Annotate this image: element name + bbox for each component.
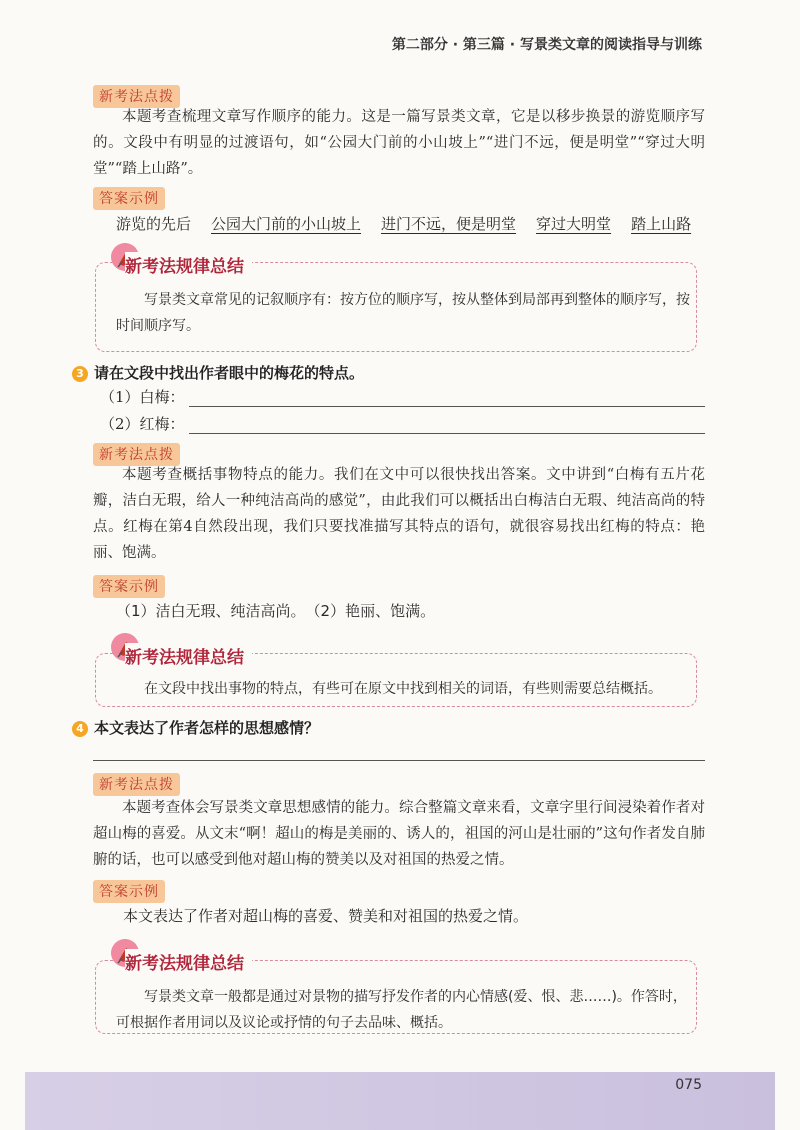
rule-text: 写景类文章常见的记叙顺序有：按方位的顺序写，按从整体到局部再到整体的顺序写，按时间顺序写。 bbox=[116, 292, 690, 334]
answer-tag: 答案示例 bbox=[93, 187, 165, 210]
answer-tag: 答案示例 bbox=[93, 880, 165, 903]
answer-prefix: 游览的先后 bbox=[116, 215, 192, 233]
header-title: 第二部分 · 第三篇 · 写景类文章的阅读指导与训练 bbox=[391, 37, 702, 53]
answer-text: 本文表达了作者对超山梅的喜爱、赞美和对祖国的热爱之情。 bbox=[123, 907, 529, 925]
footer-band bbox=[25, 1072, 775, 1130]
rule-title: 新考法规律总结 bbox=[125, 949, 252, 974]
answer-tag: 答案示例 bbox=[93, 575, 165, 598]
answer-item: 穿过大明堂 bbox=[536, 215, 612, 233]
answer-item: 进门不远，便是明堂 bbox=[381, 215, 517, 233]
question-3 bbox=[72, 362, 364, 383]
answer-text: （1）洁白无瑕、纯洁高尚。 （2）艳丽、饱满。 bbox=[116, 602, 436, 620]
blank-label: （1）白梅： bbox=[100, 388, 185, 406]
page-header bbox=[0, 0, 800, 60]
answer-line[interactable] bbox=[93, 760, 705, 761]
question-text: 请在文段中找出作者眼中的梅花的特点。 bbox=[94, 364, 365, 382]
analysis-tag: 新考法点拨 bbox=[93, 443, 180, 466]
analysis-tag: 新考法点拨 bbox=[93, 85, 180, 108]
analysis-text: 本题考查体会写景类文章思想感情的能力。综合整篇文章来看，文章字里行间浸染着作者对超山梅的喜爱。从文末“啊！超山的梅是美丽的、诱人的，祖国的河山是壮丽的”这句作者发自肺腑的话，也可以感受到他对超山梅的赞美以及对祖国的热爱之情。 bbox=[93, 800, 705, 868]
answer-item: 公园大门前的小山坡上 bbox=[211, 215, 362, 233]
blank-row-red-plum[interactable] bbox=[100, 413, 705, 434]
analysis-tag: 新考法点拨 bbox=[93, 773, 180, 796]
page-number: 075 bbox=[675, 1077, 702, 1093]
question-text: 本文表达了作者怎样的思想感情？ bbox=[94, 719, 320, 737]
analysis-text: 本题考查概括事物特点的能力。我们在文中可以很快找出答案。文中讲到“白梅有五片花瓣，洁白无瑕，给人一种纯洁高尚的感觉”，由此我们可以概括出白梅洁白无瑕、纯洁高尚的特点。红梅在第4自然段出现，我们只要找准描写其特点的语句，就很容易找出红梅的特点：艳丽、饱满。 bbox=[93, 467, 705, 561]
answer-line[interactable] bbox=[189, 390, 705, 407]
answer-line[interactable] bbox=[189, 417, 705, 434]
analysis-text: 本题考查梳理文章写作顺序的能力。这是一篇写景类文章，它是以移步换景的游览顺序写的。文段中有明显的过渡语句，如“公园大门前的小山坡上”“进门不远，便是明堂”“穿过大明堂”“踏上山路”。 bbox=[93, 109, 705, 177]
question-4 bbox=[72, 717, 319, 738]
blank-row-white-plum[interactable] bbox=[100, 386, 705, 407]
blank-label: （2）红梅： bbox=[100, 415, 185, 433]
question-number: 3 bbox=[72, 366, 88, 382]
question-number: 4 bbox=[72, 721, 88, 737]
answer-item: 踏上山路 bbox=[631, 215, 692, 233]
rule-title: 新考法规律总结 bbox=[125, 643, 252, 668]
rule-title: 新考法规律总结 bbox=[125, 252, 252, 277]
rule-text: 在文段中找出事物的特点，有些可在原文中找到相关的词语，有些则需要总结概括。 bbox=[144, 681, 662, 697]
rule-text: 写景类文章一般都是通过对景物的描写抒发作者的内心情感(爱、恨、悲……)。作答时，可根据作者用词以及议论或抒情的句子去品味、概括。 bbox=[116, 989, 687, 1031]
answer-row bbox=[116, 213, 706, 234]
